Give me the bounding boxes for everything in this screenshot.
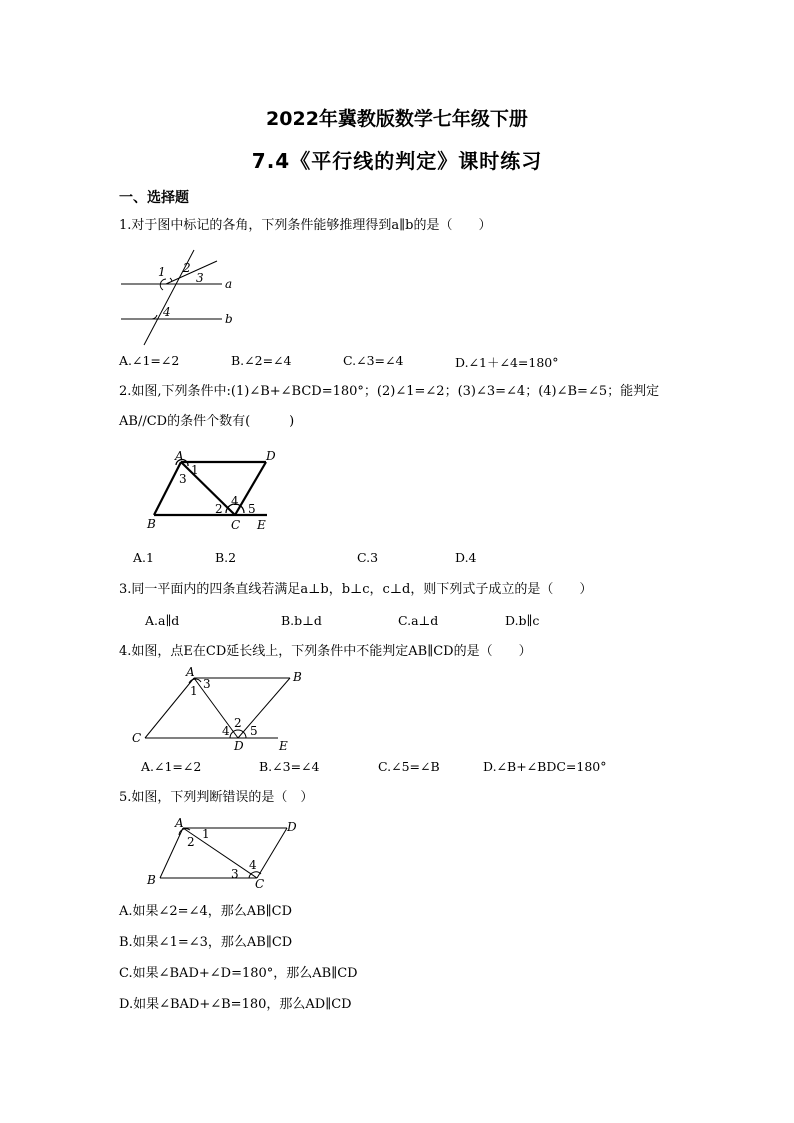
- q5-option-a: A.如果∠2=∠4，那么AB∥CD: [119, 904, 293, 919]
- vertex-a-label: A: [175, 816, 184, 830]
- q1-option-c: C.∠3=∠4: [343, 353, 404, 368]
- angle-4-label: 4: [163, 305, 171, 319]
- document-subtitle: 7.4《平行线的判定》课时练习: [251, 149, 543, 173]
- segment-ab: [154, 462, 181, 515]
- q3-option-a: A.a∥d: [145, 613, 180, 628]
- vertex-b-label: B: [293, 670, 302, 684]
- vertex-b-label: B: [147, 873, 156, 887]
- angle-2-label: 2: [234, 716, 242, 730]
- secondary-line: [166, 261, 217, 284]
- point-e-label: E: [279, 739, 288, 753]
- segment-ac: [145, 678, 194, 738]
- angle-1-label: 1: [191, 463, 199, 477]
- q5-option-c: C.如果∠BAD+∠D=180°，那么AB∥CD: [119, 966, 358, 981]
- vertex-a-label: A: [186, 665, 195, 679]
- angle-3-arc: [170, 278, 172, 281]
- vertex-c-label: C: [231, 518, 241, 532]
- question-2-figure: [145, 445, 275, 535]
- q4-option-d: D.∠B+∠BDC=180°: [483, 759, 607, 774]
- q5-option-b: B.如果∠1=∠3，那么AB∥CD: [119, 935, 293, 950]
- q2-option-d: D.4: [455, 550, 477, 565]
- section-heading: 一、选择题: [119, 190, 189, 206]
- angle-4-arc: [152, 315, 157, 319]
- vertex-d-label: D: [287, 820, 297, 834]
- vertex-c-label: C: [255, 877, 265, 891]
- angle-4-label: 4: [222, 724, 230, 738]
- vertex-b-label: B: [147, 517, 156, 531]
- segment-bd: [238, 678, 290, 738]
- q1-option-a: A.∠1=∠2: [119, 353, 180, 368]
- vertex-a-label: A: [175, 449, 184, 463]
- segment-ab: [160, 828, 183, 878]
- segment-dc: [257, 828, 287, 878]
- segment-ad: [194, 678, 238, 738]
- angle-3-label: 3: [231, 867, 239, 881]
- q3-option-d: D.b∥c: [505, 613, 540, 628]
- line-b-label: b: [225, 312, 233, 326]
- question-4-stem: 4.如图，点E在CD延长线上，下列条件中不能判定AB∥CD的是（ ）: [119, 644, 532, 659]
- angle-2-label: 2: [187, 835, 195, 849]
- q4-option-a: A.∠1=∠2: [141, 759, 202, 774]
- angle-1-label: 1: [158, 265, 166, 279]
- angle-5-label: 5: [250, 724, 258, 738]
- q3-option-b: B.b⊥d: [281, 613, 322, 628]
- point-e-label: E: [257, 518, 266, 532]
- segment-ac: [181, 462, 235, 515]
- q1-option-d: D.∠1＋∠4=180°: [455, 355, 559, 370]
- angle-3-label: 3: [196, 271, 204, 285]
- question-4-figure: [130, 667, 310, 752]
- question-1-figure: [119, 245, 249, 345]
- angle-3-label: 3: [179, 472, 187, 486]
- q5-option-d: D.如果∠BAD+∠B=180，那么AD∥CD: [119, 997, 352, 1012]
- angle-4-label: 4: [249, 858, 257, 872]
- q3-option-c: C.a⊥d: [398, 613, 439, 628]
- question-2-stem-line2: AB//CD的条件个数有( ): [119, 414, 295, 429]
- angle-1-label: 1: [202, 827, 210, 841]
- angle-2-label: 2: [215, 502, 223, 516]
- vertex-d-label: D: [234, 739, 244, 753]
- angle-3-label: 3: [203, 677, 211, 691]
- question-5-figure: [145, 818, 305, 890]
- angle-5-label: 5: [248, 502, 256, 516]
- angle-2-label: 2: [183, 261, 191, 275]
- vertex-d-label: D: [266, 449, 276, 463]
- line-a-label: a: [225, 277, 233, 291]
- question-1-stem: 1.对于图中标记的各角，下列条件能够推理得到a∥b的是（ ）: [119, 218, 492, 233]
- q2-option-c: C.3: [357, 550, 379, 565]
- q4-option-b: B.∠3=∠4: [259, 759, 320, 774]
- angle-1-label: 1: [190, 684, 198, 698]
- question-3-stem: 3.同一平面内的四条直线若满足a⊥b，b⊥c，c⊥d，则下列式子成立的是（ ）: [119, 582, 593, 597]
- q2-option-b: B.2: [215, 550, 237, 565]
- document-title: 2022年冀教版数学七年级下册: [266, 108, 528, 130]
- question-5-stem: 5.如图，下列判断错误的是（ ）: [119, 790, 314, 805]
- angle-4-label: 4: [231, 494, 239, 508]
- vertex-c-label: C: [132, 731, 142, 745]
- question-2-stem-line1: 2.如图,下列条件中:(1)∠B+∠BCD=180°；(2)∠1=∠2；(3)∠3=∠4；(4)∠B=∠5；能判定: [119, 384, 660, 399]
- q2-option-a: A.1: [133, 550, 154, 565]
- q1-option-b: B.∠2=∠4: [231, 353, 292, 368]
- q4-option-c: C.∠5=∠B: [378, 759, 440, 774]
